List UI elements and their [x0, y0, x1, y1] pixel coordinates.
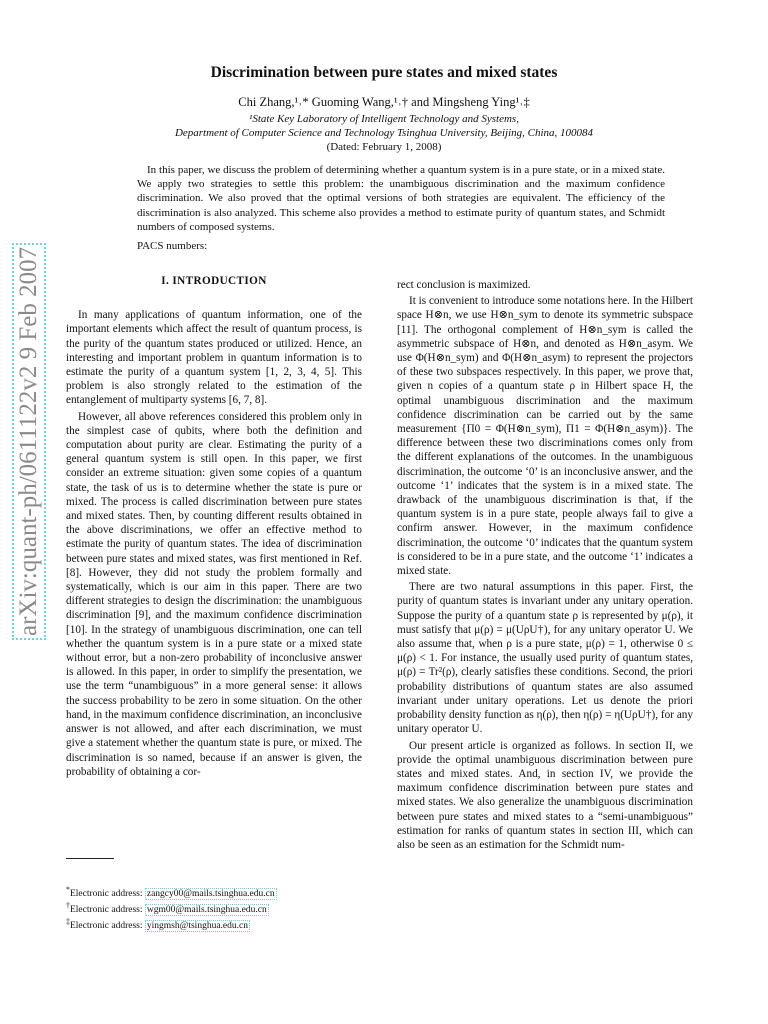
footnote	[66, 884, 277, 900]
abstract: In this paper, we discuss the problem of determining whether a quantum system is in a pure state, or in a mixed state. We apply two strategies to settle this problem: the unambiguous discrimination and the maximum confidence discrimination. We also proved that the optimal versions of both strategies are equivalent. The efficiency of the discrimination is also analyzed. This scheme also provides a method to estimate purity of quantum states, and Schmidt numbers of composed systems.	[137, 164, 665, 233]
footnotes	[66, 884, 277, 932]
email-link[interactable]: yingmsh@tsinghua.edu.cn	[146, 921, 248, 932]
author-line: Chi Zhang,¹˒* Guoming Wang,¹˒† and Mingsheng Ying¹˒‡	[238, 95, 530, 109]
right-column	[397, 278, 693, 854]
affiliation-line-2: Department of Computer Science and Technology Tsinghua University, Beijing, China, 100084	[174, 127, 594, 139]
footnote-label: Electronic address:	[69, 921, 145, 932]
body-paragraph: rect conclusion is maximized.	[397, 279, 531, 291]
pacs-numbers: PACS numbers:	[137, 240, 208, 252]
body-paragraph: In many applications of quantum information, one of the important elements which affect the result of quantum process, is the purity of the quantum states produced or utilized. Hence, an interesting and important problem in quantum information is to estimate the purity of a quantum system [1, 2, 3, 4, 5]. This problem is also strongly related to the estimation of the entanglement of multiparty systems [6, 7, 8].	[66, 309, 362, 407]
footnote-label: Electronic address:	[69, 889, 145, 900]
email-link[interactable]: wgm00@mails.tsinghua.edu.cn	[146, 905, 267, 916]
left-column	[66, 274, 362, 781]
footnote	[66, 900, 277, 916]
footnote-label: Electronic address:	[69, 905, 145, 916]
footnote	[66, 916, 277, 932]
arxiv-side-stamp[interactable]: arXiv:quant-ph/0611122v2 9 Feb 2007	[12, 243, 46, 640]
body-paragraph: It is convenient to introduce some notations here. In the Hilbert space H⊗n, we use H⊗n_sym to denote its symmetric subspace [11]. The orthogonal complement of H⊗n_sym is called the asymmetric subspace of H⊗n, and denoted as H⊗n_asym. We use Φ(H⊗n_sym) and Φ(H⊗n_asym) to represent the projectors of these two subspaces respectively. In this paper, we prove that, given n copies of a quantum state ρ in Hilbert space H, the optimal unambiguous discrimination and the maximum confidence discrimination can be carried out by the same measurement {Π0 = Φ(H⊗n_sym), Π1 = Φ(H⊗n_asym)}. The difference between these two discriminations comes only from the different explanations of the outcomes. In the unambiguous discrimination, the outcome ‘0’ is an inconclusive answer, and the outcome ‘1’ indicates that the system is in a mixed state. The drawback of the unambiguous discrimination is that, if the quantum system is in a pure state, people always fail to give a confirm answer. However, in the maximum confidence discrimination, the outcome ‘0’ indicates that the quantum system is considered to be in a pure state, and the outcome ‘1’ indicates a mixed state.	[397, 295, 693, 578]
dated-line: (Dated: February 1, 2008)	[326, 141, 442, 153]
section-heading: I. INTRODUCTION	[161, 275, 267, 287]
body-paragraph: Our present article is organized as follows. In section II, we provide the optimal unambiguous discrimination between pure states and mixed states. And, in section IV, we provide the maximum confidence discrimination between pure states and mixed states. We also generalize the unambiguous discrimination between pure states and mixed states to a “semi-unambiguous” estimation for ranks of quantum states in section III, which can also be seen as an estimation for the Schmidt num-	[397, 739, 693, 851]
body-paragraph: However, all above references considered this problem only in the simplest case of qubits, where both the definition and computation about purity are clear. Estimating the purity of a general quantum system is still open. In this paper, we first consider an extreme situation: given some copies of a quantum state, the task of us is to determine whether the state is pure or mixed. The process is called discrimination between pure states and mixed states. Then, by counting different results obtained in the above discriminations, we offer an effective method to estimate the purity of quantum states. The idea of discrimination between pure states and mixed states, was first mentioned in Ref.[8]. However, they did not study the problem formally and systematically, which is our aim in this paper. There are two different strategies to design the discrimination: the unambiguous discrimination [9], and the maximum confidence discrimination [10]. In the strategy of unambiguous discrimination, one can tell whether the quantum system is in a pure state or a mixed state without error, but a non-zero probability of inconclusive answer is allowed. In this paper, in order to simplify the presentation, we use the term “unambiguous” in a more general sense: it allows the success probability to be zero in some situation. On the other hand, in the maximum confidence discrimination, an inconclusive answer is not allowed, and after each discrimination, we must give a statement whether the quantum state is pure, or mixed. The discrimination is so named, because if an answer is given, the probability of obtaining a cor-	[66, 410, 362, 778]
footnote-mark: †	[66, 901, 70, 911]
footnote-rule	[66, 858, 114, 859]
body-paragraph: There are two natural assumptions in this paper. First, the purity of quantum states is invariant under any unitary operation. Suppose the purity of a quantum state ρ is represented by μ(ρ), it must satisfy that μ(ρ) = μ(UρU†), for any unitary operator U. We also assume that, when ρ is a pure state, μ(ρ) = 1, otherwise 0 ≤ μ(ρ) < 1. For instance, the usually used purity of quantum states, μ(ρ) = Tr²(ρ), clearly satisfies these conditions. Second, the priori probability distributions of quantum states are also assumed invariant under unitary operations. Let us denote the priori probability density function as η(ρ), then η(ρ) = η(UρU†), for any unitary operator U.	[397, 581, 693, 736]
email-link[interactable]: zangcy00@mails.tsinghua.edu.cn	[146, 889, 275, 900]
footnote-mark: *	[66, 885, 70, 894]
affiliation-line-1: ¹State Key Laboratory of Intelligent Technology and Systems,	[249, 113, 519, 125]
paper-title: Discrimination between pure states and mixed states	[210, 64, 558, 81]
footnote-mark: ‡	[66, 917, 70, 927]
